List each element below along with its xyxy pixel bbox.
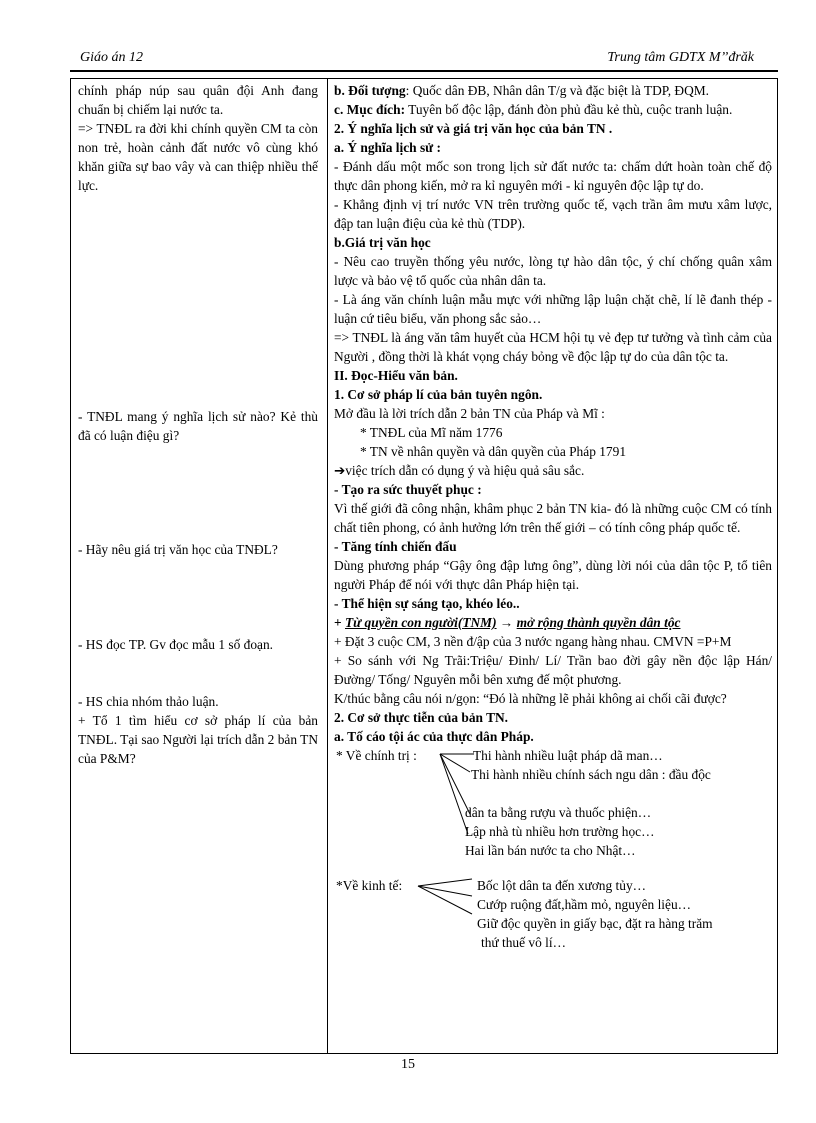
header-right: Trung tâm GDTX M’’đrăk: [607, 50, 754, 65]
persuasion-prefix: -: [334, 482, 342, 497]
politics-label: * Về chính trị :: [336, 748, 417, 763]
quote-effect: [334, 461, 772, 480]
literary-point-2: - Là áng văn chính luận mẫu mực với những lập luận chặt chẽ, lí lẽ đanh thép - luận cứ tiêu biểu, văn phong sắc sảo…: [334, 292, 772, 326]
page-number: 15: [401, 1057, 415, 1072]
combativeness-heading: - Tăng tính chiến đấu: [334, 539, 457, 554]
economy-brace-icon: [416, 876, 476, 926]
persuasion-label: Tạo ra sức thuyết phục :: [341, 482, 482, 497]
rights-expansion: [334, 613, 772, 632]
purpose-text: Tuyên bố độc lập, đánh đòn phủ đầu kẻ thù, cuộc tranh luận.: [405, 102, 733, 117]
conclusion-quote: K/thúc bằng câu nói n/gọn: “Đó là những lẽ phải không ai chối cãi được?: [334, 691, 727, 706]
economy-item-1: Bốc lột dân ta đến xương tủy…: [477, 878, 647, 893]
target-audience: [334, 81, 772, 100]
economy-item-4: thứ thuế vô lí…: [481, 935, 566, 950]
purpose-label: c. Mục đích:: [334, 102, 406, 117]
creativity-heading: - Thể hiện sự sáng tạo, khéo léo..: [334, 596, 520, 611]
header-left: Giáo án 12: [80, 50, 143, 65]
literary-point-1: - Nêu cao truyền thống yêu nước, lòng tự hào dân tộc, ý chí chống quân xâm lược và bảo vệ tổ quốc của nhân dân ta.: [334, 254, 772, 288]
group-discussion: - HS chia nhóm thảo luận.: [78, 694, 219, 709]
persuasion-text: Vì thế giới đã công nhận, khâm phục 2 bản TN kia- đó là những cuộc CM có tính chất tiên phong, có ảnh hưởng lớn trên thế giới – có tính công pháp quốc tế.: [334, 501, 772, 535]
economy-label: *Về kinh tế:: [336, 878, 403, 893]
column-divider: [327, 79, 328, 1053]
combativeness-text: Dùng phương pháp “Gậy ông đập lưng ông”, dùng lời nói của dân tộc P, tổ tiên người Pháp để nói với thực dân Pháp hiện tại.: [334, 558, 772, 592]
historical-point-1: - Đánh dấu một mốc son trong lịch sử đất nước ta: chấm dứt hoàn toàn chế độ thực dân phong kiến, mở ra kỉ nguyên mới - kỉ nguyên độc lập tự do.: [334, 159, 772, 193]
question-historical-meaning: - TNĐL mang ý nghĩa lịch sử nào? Kẻ thù đã có luận điệu gì?: [78, 409, 318, 443]
group-1-task: + Tổ 1 tìm hiểu cơ sở pháp lí của bản TNĐL. Tại sao Người lại trích dẫn 2 bản TN của P&M?: [78, 713, 318, 766]
historical-point-2: - Khẳng định vị trí nước VN trên trường quốc tế, vạch trần âm mưu xâm lược, đập tan luận điệu của kẻ thù (TDP).: [334, 197, 772, 231]
section-2b-heading: b.Giá trị văn học: [334, 235, 431, 250]
quote-effect-text: việc trích dẫn có dụng ý và hiệu quả sâu sắc.: [345, 463, 585, 478]
section-2-practical-heading: 2. Cơ sở thực tiễn của bản TN.: [334, 710, 509, 725]
politics-item-4: Lập nhà tù nhiều hơn trường học…: [465, 824, 655, 839]
purpose: [334, 100, 772, 119]
comparison-nguyen-trai: + So sánh với Ng Trãi:Triệu/ Đinh/ Lí/ Trần bao đời gây nền độc lập Hán/ Đường/ Tống/ Nguyên mỗi bên xưng đế một phương.: [334, 653, 772, 687]
section-2a-crimes-heading: a. Tố cáo tội ác của thực dân Pháp.: [334, 729, 534, 744]
lesson-table: [70, 78, 778, 1054]
politics-item-3: dân ta bằng rượu và thuốc phiện…: [465, 805, 652, 820]
section-2a-heading: a. Ý nghĩa lịch sử :: [334, 140, 441, 155]
human-rights-text: Từ quyền con người(TNM): [344, 615, 497, 630]
national-rights-text: mở rộng thành quyền dân tộc: [516, 615, 681, 630]
teacher-student-activity-column: [78, 81, 318, 766]
opening-quote-intro: Mở đầu là lời trích dẫn 2 bản TN của Pháp và Mĩ :: [334, 406, 605, 421]
politics-item-1: Thi hành nhiều luật pháp dã man…: [473, 748, 663, 763]
reading-activity: - HS đọc TP. Gv đọc mẫu 1 số đoạn.: [78, 637, 274, 652]
target-audience-label: b. Đối tượng: [334, 83, 406, 98]
economy-item-2: Cướp ruộng đất,hầm mỏ, nguyên liệu…: [477, 897, 692, 912]
quote-us-declaration: * TNĐL của Mĩ năm 1776: [360, 425, 503, 440]
right-arrow-icon: ➔: [334, 463, 346, 478]
left-intro-1: chính pháp núp sau quân đội Anh đang chuẩn bị chiếm lại nước ta.: [78, 83, 318, 117]
section-2-heading: 2. Ý nghĩa lịch sử và giá trị văn học của bản TN .: [334, 121, 613, 136]
politics-item-2: Thi hành nhiều chính sách ngu dân : đầu độc: [471, 767, 711, 782]
politics-branch-diagram: [334, 746, 772, 860]
three-revolutions: + Đặt 3 cuộc CM, 3 nền đ/ập của 3 nước ngang hàng nhau. CMVN =P+M: [334, 634, 732, 649]
left-intro-2: => TNĐL ra đời khi chính quyền CM ta còn non trẻ, hoàn cảnh đất nước vô cùng khó khăn giữa sự bao vây và can thiệp nhiều thế lực.: [78, 121, 318, 193]
target-audience-text: : Quốc dân ĐB, Nhân dân T/g và đặc biệt là TDP, ĐQM.: [405, 83, 709, 98]
quote-french-declaration: * TN về nhân quyền và dân quyền của Pháp 1791: [360, 444, 627, 459]
rights-arrow-icon: →: [496, 615, 517, 630]
header-rule: [70, 70, 778, 72]
section-1-heading: 1. Cơ sở pháp lí của bản tuyên ngôn.: [334, 387, 543, 402]
economy-item-3: Giữ độc quyền in giấy bạc, đặt ra hàng trăm: [477, 916, 713, 931]
literary-conclusion: => TNĐL là áng văn tâm huyết của HCM hội tụ vẻ đẹp tư tưởng và tình cảm của Người , đồng thời là khát vọng cháy bỏng về độc lập tự do của dân tộc ta.: [334, 330, 772, 364]
section-II-heading: II. Đọc-Hiểu văn bản.: [334, 368, 458, 383]
persuasion-heading: [334, 480, 772, 499]
rights-prefix: +: [334, 615, 345, 630]
question-literary-value: - Hãy nêu giá trị văn học của TNĐL?: [78, 542, 278, 557]
economy-branch-diagram: [334, 876, 772, 952]
lesson-content-column: [334, 81, 772, 952]
politics-item-5: Hai lần bán nước ta cho Nhật…: [465, 843, 636, 858]
